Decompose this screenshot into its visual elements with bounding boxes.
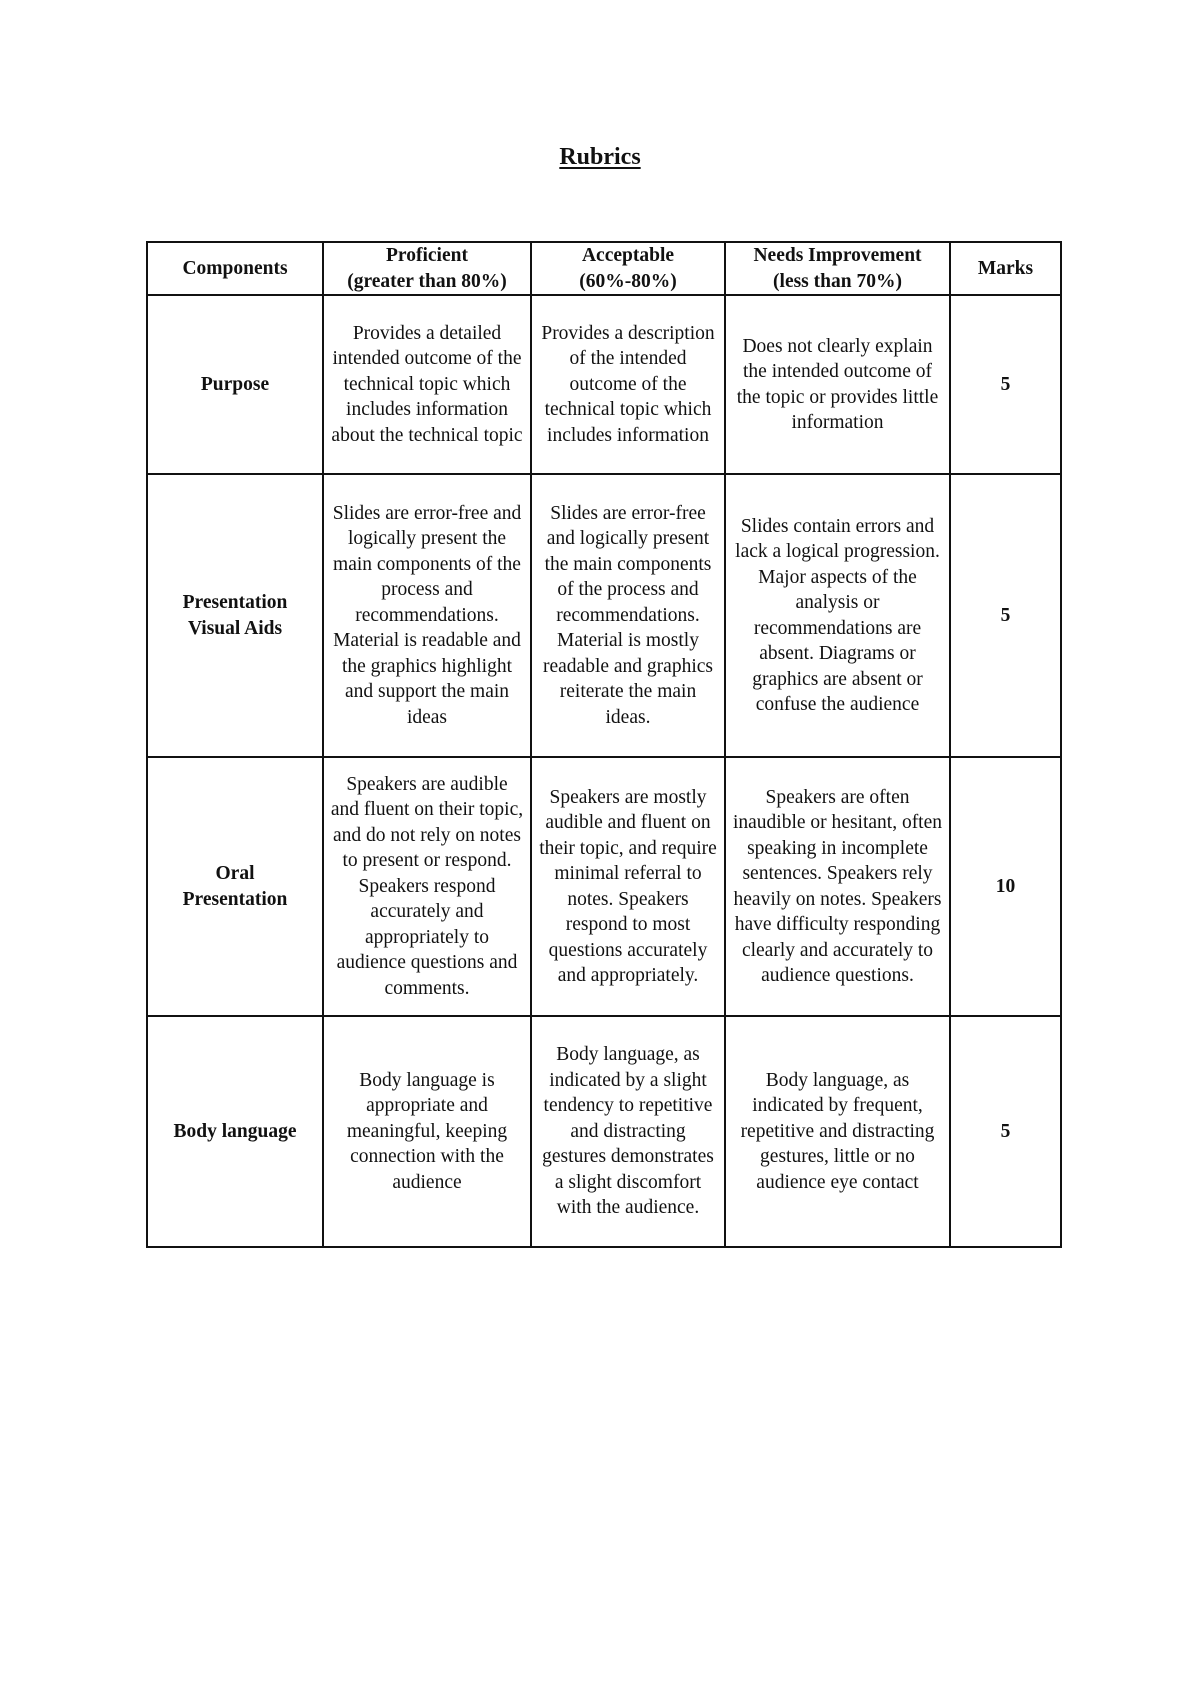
component-label: Body language [173,1120,297,1142]
needs-improvement-cell [725,1016,950,1247]
acceptable-text: Provides a description of the intended outcome of the technical topic which includes information [541,322,715,446]
acceptable-text: Speakers are mostly audible and fluent on their topic, and require minimal referral to notes. Speakers respond to most questions accurately and appropriately. [539,786,717,986]
proficient-text: Provides a detailed intended outcome of the technical topic which includes information about the technical topic [331,322,523,446]
acceptable-cell [531,295,725,474]
proficient-cell [323,295,531,474]
proficient-text: Slides are error-free and logically present the main components of the process and recommendations. Material is readable and the graphics highlight and support the main ideas [332,502,522,728]
header-proficient-label: Proficient [386,245,468,266]
rubric-table [146,241,1062,1248]
header-components-label: Components [182,257,288,279]
acceptable-text: Slides are error-free and logically present the main components of the process and recommendations. Material is mostly readable and graphics reiterate the main ideas. [543,502,713,728]
needs-improvement-text: Does not clearly explain the intended outcome of the topic or provides little information [736,335,939,433]
table-row-presentation-visual-aids [147,474,1061,757]
proficient-text: Body language is appropriate and meaningful, keeping connection with the audience [346,1069,508,1193]
marks-cell [950,474,1061,757]
header-acceptable-label: Acceptable [581,245,675,266]
header-row [147,242,1061,295]
component-label-line2: Visual Aids [187,617,283,639]
component-cell [147,474,323,757]
header-needs-improvement-range: (less than 70%) [773,270,902,292]
header-components [147,242,323,295]
header-marks [950,242,1061,295]
table-row-body-language [147,1016,1061,1247]
component-label-line1: Oral [215,863,255,884]
marks-cell [950,1016,1061,1247]
page-title: Rubrics [559,144,641,170]
table-row-purpose [147,295,1061,474]
proficient-cell [323,757,531,1016]
header-proficient [323,242,531,295]
component-cell [147,295,323,474]
component-label-line2: Presentation [182,888,288,910]
component-label-line1: Presentation [182,592,288,613]
marks-cell [950,757,1061,1016]
header-marks-label: Marks [977,257,1034,279]
proficient-cell [323,474,531,757]
needs-improvement-cell [725,757,950,1016]
component-cell [147,757,323,1016]
marks-value: 5 [1000,604,1011,626]
header-proficient-range: (greater than 80%) [347,270,507,292]
marks-cell [950,295,1061,474]
component-label: Purpose [200,373,270,395]
acceptable-text: Body language, as indicated by a slight tendency to repetitive and distracting gestures demonstrates a slight discomfort with the audience. [542,1044,714,1219]
header-acceptable [531,242,725,295]
marks-value: 5 [1000,1120,1011,1142]
needs-improvement-text: Body language, as indicated by frequent, repetitive and distracting gestures, little or no audience eye contact [740,1069,935,1193]
acceptable-cell [531,474,725,757]
table-row-oral-presentation [147,757,1061,1016]
acceptable-cell [531,757,725,1016]
proficient-text: Speakers are audible and fluent on their topic, and do not rely on notes to present or respond. Speakers respond accurately and appropriately to audience questions and comments. [330,773,524,999]
acceptable-cell [531,1016,725,1247]
proficient-cell [323,1016,531,1247]
needs-improvement-cell [725,474,950,757]
component-cell [147,1016,323,1247]
header-acceptable-range: (60%-80%) [579,270,677,292]
header-needs-improvement-label: Needs Improvement [753,245,922,266]
header-needs-improvement [725,242,950,295]
needs-improvement-text: Speakers are often inaudible or hesitant, often speaking in incomplete sentences. Speakers rely heavily on notes. Speakers have difficulty responding clearly and accurately to audience questions. [732,786,943,986]
marks-value: 10 [995,875,1016,897]
needs-improvement-text: Slides contain errors and lack a logical progression. Major aspects of the analysis or recommendations are absent. Diagrams or graphics are absent or confuse the audience [735,515,940,715]
marks-value: 5 [1000,373,1011,395]
needs-improvement-cell [725,295,950,474]
